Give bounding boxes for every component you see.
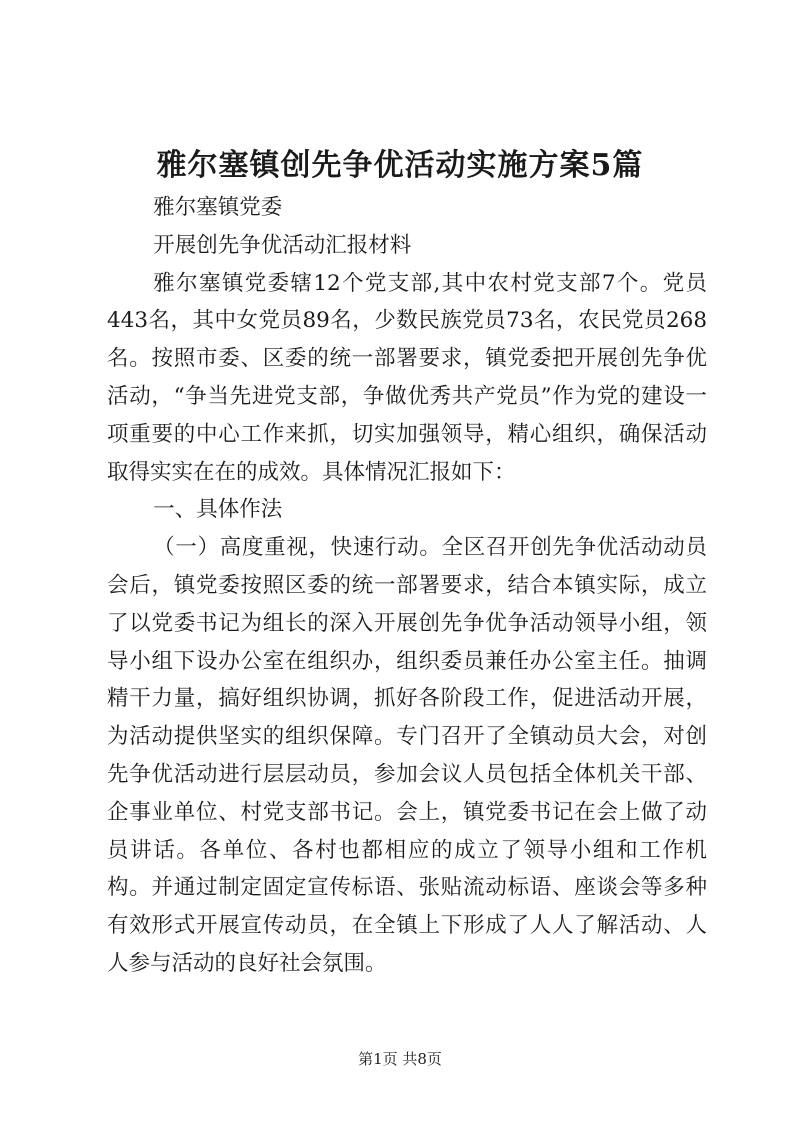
paragraph-report-title: 开展创先争优活动汇报材料 — [153, 232, 412, 258]
section-heading: 一、具体作法 — [153, 497, 283, 523]
document-title: 雅尔塞镇创先争优活动实施方案5篇 — [156, 148, 644, 183]
document-body — [107, 189, 707, 983]
paragraph-subsection-1: （一）高度重视，快速行动。全区召开创先争优活动动员会后，镇党委按照区委的统一部署要求，结合本镇实际，成立了以党委书记为组长的深入开展创先争优争活动领导小组，领导小组下设办公室在组织办，组织委员兼任办公室主任。抽调精干力量，搞好组织协调，抓好各阶段工作，促进活动开展，为活动提供坚实的组织保障。专门召开了全镇动员大会，对创先争优活动进行层层动员，参加会议人员包括全体机关干部、企事业单位、村党支部书记。会上，镇党委书记在会上做了动员讲话。各单位、各村也都相应的成立了领导小组和工作机构。并通过制定固定宣传标语、张贴流动标语、座谈会等多种有效形式开展宣传动员，在全镇上下形成了人人了解活动、人人参与活动的良好社会氛围。 — [107, 535, 707, 976]
paragraph-org-name: 雅尔塞镇党委 — [153, 195, 283, 220]
page-footer: 第1页 共8页 — [358, 1050, 442, 1068]
paragraph-overview: 雅尔塞镇党委辖12个党支部,其中农村党支部7个。党员443名，其中女党员89名，少数民族党员73名，农民党员268名。按照市委、区委的统一部署要求，镇党委把开展创先争优活动，“争当先进党支部，争做优秀共产党员”作为党的建设一项重要的中心工作来抓，切实加强领导，精心组织，确保活动取得实实在在的成效。具体情况汇报如下： — [107, 270, 707, 485]
